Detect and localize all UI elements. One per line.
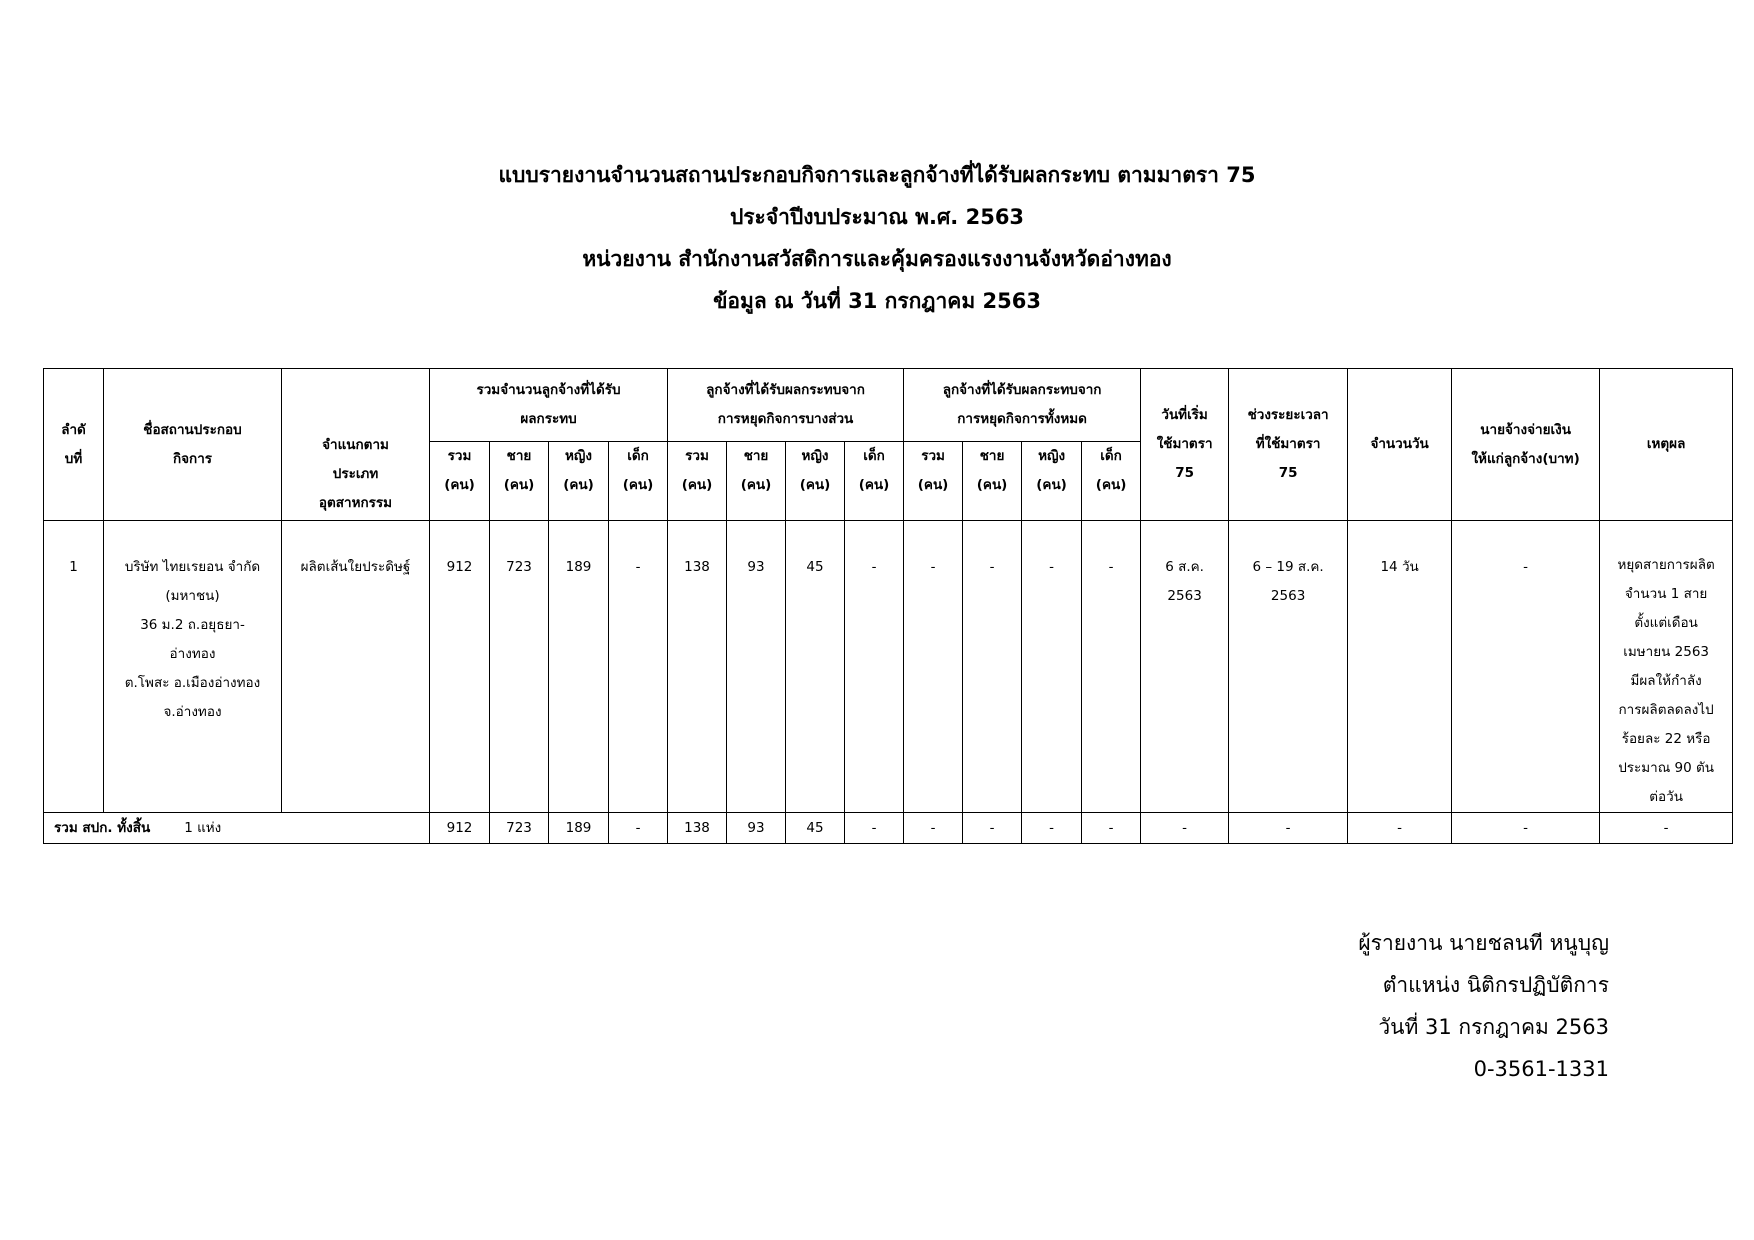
header-establishment: ชื่อสถานประกอบ กิจการ: [104, 369, 282, 521]
header-full-female: หญิง (คน): [1022, 442, 1082, 521]
cell-partial-male: 93: [727, 521, 786, 813]
totals-row: [44, 813, 1733, 844]
cell-payment: -: [1452, 521, 1600, 813]
cell-seq: 1: [44, 521, 104, 813]
header-reason: เหตุผล: [1600, 369, 1733, 521]
totals-total-child: -: [609, 813, 668, 844]
totals-start-date: -: [1141, 813, 1229, 844]
cell-period: 6 – 19 ส.ค. 2563: [1229, 521, 1348, 813]
totals-partial-all: 138: [668, 813, 727, 844]
header-group-full: ลูกจ้างที่ได้รับผลกระทบจาก การหยุดกิจการทั้งหมด: [904, 369, 1141, 442]
cell-full-all: -: [904, 521, 963, 813]
header-industry: จำแนกตาม ประเภท อุตสาหกรรม: [282, 369, 430, 521]
header-total-all: รวม (คน): [430, 442, 490, 521]
reporter-phone: 0-3561-1331: [1473, 1057, 1609, 1081]
header-partial-female: หญิง (คน): [786, 442, 845, 521]
header-row-groups: [44, 369, 1733, 442]
totals-establishment-count: 1 แห่ง: [184, 819, 222, 836]
header-seq: ลำดั บที่: [44, 369, 104, 521]
header-group-total: รวมจำนวนลูกจ้างที่ได้รับ ผลกระทบ: [430, 369, 668, 442]
totals-partial-child: -: [845, 813, 904, 844]
header-start-date: วันที่เริ่ม ใช้มาตรา 75: [1141, 369, 1229, 521]
table-row: [44, 521, 1733, 813]
cell-start-date: 6 ส.ค. 2563: [1141, 521, 1229, 813]
totals-total-male: 723: [490, 813, 549, 844]
fiscal-year-title: ประจำปีงบประมาณ พ.ศ. 2563: [729, 205, 1025, 229]
cell-total-female: 189: [549, 521, 609, 813]
totals-full-female: -: [1022, 813, 1082, 844]
report-table: [43, 368, 1733, 844]
cell-total-all: 912: [430, 521, 490, 813]
totals-total-all: 912: [430, 813, 490, 844]
report-title-block: [0, 154, 1754, 322]
cell-establishment: บริษัท ไทยเรยอน จำกัด (มหาชน) 36 ม.2 ถ.อยุธยา- อ่างทอง ต.โพสะ อ.เมืองอ่างทอง จ.อ่างทอง: [104, 521, 282, 813]
cell-total-child: -: [609, 521, 668, 813]
header-total-male: ชาย (คน): [490, 442, 549, 521]
header-partial-male: ชาย (คน): [727, 442, 786, 521]
totals-partial-female: 45: [786, 813, 845, 844]
header-partial-all: รวม (คน): [668, 442, 727, 521]
agency-title: หน่วยงาน สำนักงานสวัสดิการและคุ้มครองแรงงานจังหวัดอ่างทอง: [582, 247, 1172, 271]
totals-partial-male: 93: [727, 813, 786, 844]
header-partial-child: เด็ก (คน): [845, 442, 904, 521]
reporter-name: ผู้รายงาน นายชลนที หนูบุญ: [1358, 931, 1609, 955]
cell-total-male: 723: [490, 521, 549, 813]
report-title: แบบรายงานจำนวนสถานประกอบกิจการและลูกจ้างที่ได้รับผลกระทบ ตามมาตรา 75: [498, 163, 1256, 187]
totals-full-all: -: [904, 813, 963, 844]
data-date-title: ข้อมูล ณ วันที่ 31 กรกฎาคม 2563: [713, 289, 1041, 313]
totals-full-child: -: [1082, 813, 1141, 844]
header-group-partial: ลูกจ้างที่ได้รับผลกระทบจาก การหยุดกิจการบางส่วน: [668, 369, 904, 442]
totals-payment: -: [1452, 813, 1600, 844]
header-full-child: เด็ก (คน): [1082, 442, 1141, 521]
cell-days: 14 วัน: [1348, 521, 1452, 813]
header-total-child: เด็ก (คน): [609, 442, 668, 521]
totals-reason: -: [1600, 813, 1733, 844]
totals-period: -: [1229, 813, 1348, 844]
header-full-all: รวม (คน): [904, 442, 963, 521]
header-period: ช่วงระยะเวลา ที่ใช้มาตรา 75: [1229, 369, 1348, 521]
reporter-position: ตำแหน่ง นิติกรปฏิบัติการ: [1382, 973, 1609, 997]
header-full-male: ชาย (คน): [963, 442, 1022, 521]
header-payment: นายจ้างจ่ายเงิน ให้แก่ลูกจ้าง(บาท): [1452, 369, 1600, 521]
totals-label-cell: [44, 813, 430, 844]
cell-full-child: -: [1082, 521, 1141, 813]
totals-label: รวม สปก. ทั้งสิ้น: [54, 819, 151, 836]
cell-industry: ผลิตเส้นใยประดิษฐ์: [282, 521, 430, 813]
cell-partial-all: 138: [668, 521, 727, 813]
header-total-female: หญิง (คน): [549, 442, 609, 521]
totals-total-female: 189: [549, 813, 609, 844]
cell-full-female: -: [1022, 521, 1082, 813]
totals-full-male: -: [963, 813, 1022, 844]
reporter-date: วันที่ 31 กรกฎาคม 2563: [1378, 1015, 1609, 1039]
header-days: จำนวนวัน: [1348, 369, 1452, 521]
cell-reason: หยุดสายการผลิต จำนวน 1 สาย ตั้งแต่เดือน เมษายน 2563 มีผลให้กำลัง การผลิตลดลงไป ร้อยละ 22 หรือ ประมาณ 90 ตัน ต่อวัน: [1600, 521, 1733, 813]
cell-full-male: -: [963, 521, 1022, 813]
totals-days: -: [1348, 813, 1452, 844]
cell-partial-female: 45: [786, 521, 845, 813]
reporter-block: [1358, 922, 1609, 1090]
cell-partial-child: -: [845, 521, 904, 813]
